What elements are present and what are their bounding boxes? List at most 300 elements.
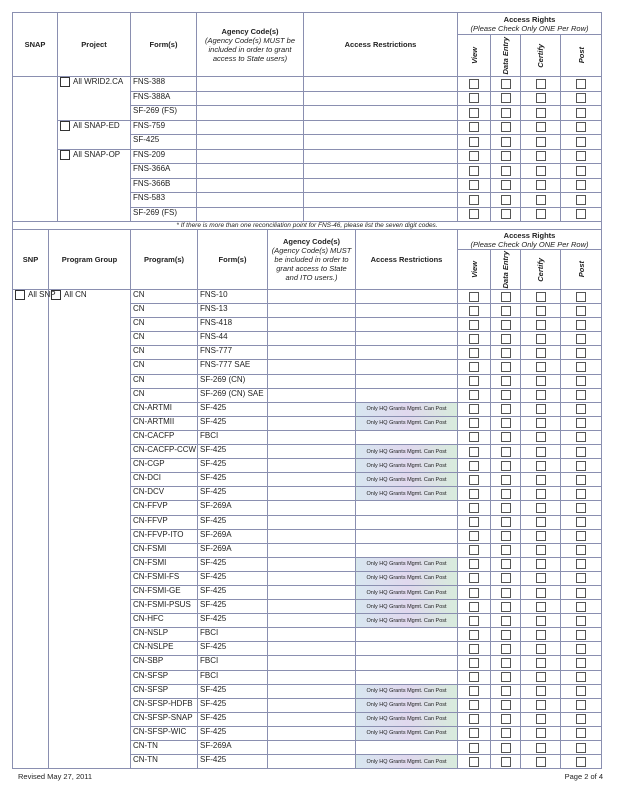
certify-checkbox[interactable] — [536, 151, 546, 161]
certify-checkbox[interactable] — [536, 531, 546, 541]
cell-post — [561, 614, 602, 628]
agency-code-input[interactable] — [268, 741, 356, 755]
certify-checkbox[interactable] — [536, 418, 546, 428]
agency-code-input[interactable] — [268, 600, 356, 614]
view-checkbox[interactable] — [469, 195, 479, 205]
program-cell: CN-SFSP-HDFB — [131, 698, 198, 712]
post-checkbox[interactable] — [576, 306, 586, 316]
view-checkbox[interactable] — [469, 334, 479, 344]
view-checkbox[interactable] — [469, 404, 479, 414]
project-label: All SNAP-OP — [73, 149, 121, 159]
certify-checkbox[interactable] — [536, 559, 546, 569]
restriction-cell — [304, 149, 458, 164]
certify-checkbox[interactable] — [536, 404, 546, 414]
agency-code-input[interactable] — [268, 304, 356, 318]
data-entry-checkbox[interactable] — [501, 616, 511, 626]
data-entry-checkbox[interactable] — [501, 588, 511, 598]
agency-code-input[interactable] — [268, 346, 356, 360]
post-checkbox[interactable] — [576, 475, 586, 485]
certify-checkbox[interactable] — [536, 320, 546, 330]
view-checkbox[interactable] — [469, 573, 479, 583]
view-checkbox[interactable] — [469, 79, 479, 89]
post-checkbox[interactable] — [576, 559, 586, 569]
cell-view — [458, 430, 491, 444]
view-checkbox[interactable] — [469, 166, 479, 176]
post-checkbox[interactable] — [576, 447, 586, 457]
certify-checkbox[interactable] — [536, 728, 546, 738]
certify-checkbox[interactable] — [536, 757, 546, 767]
program-cell: CN — [131, 332, 198, 346]
data-entry-checkbox[interactable] — [501, 348, 511, 358]
restriction-cell — [356, 374, 458, 388]
view-checkbox[interactable] — [469, 545, 479, 555]
cell-certify — [521, 501, 561, 515]
post-checkbox[interactable] — [576, 292, 586, 302]
restriction-cell — [356, 628, 458, 642]
restriction-cell — [304, 164, 458, 179]
cell-post — [561, 698, 602, 712]
view-checkbox[interactable] — [469, 728, 479, 738]
cell-view — [458, 557, 491, 571]
cell-view — [458, 402, 491, 416]
certify-checkbox[interactable] — [536, 390, 546, 400]
data-entry-checkbox[interactable] — [501, 108, 511, 118]
certify-checkbox[interactable] — [536, 672, 546, 682]
view-checkbox[interactable] — [469, 93, 479, 103]
cell-data-entry — [491, 164, 521, 179]
agency-code-input[interactable] — [268, 459, 356, 473]
agency-code-input[interactable] — [268, 402, 356, 416]
cell-view — [458, 77, 491, 92]
post-checkbox[interactable] — [576, 588, 586, 598]
header-post: Post — [561, 250, 602, 290]
view-checkbox[interactable] — [469, 390, 479, 400]
cell-view — [458, 515, 491, 529]
program-cell: CN-FSMI-PSUS — [131, 600, 198, 614]
post-checkbox[interactable] — [576, 209, 586, 219]
cell-view — [458, 698, 491, 712]
view-checkbox[interactable] — [469, 531, 479, 541]
data-entry-checkbox[interactable] — [501, 376, 511, 386]
cell-post — [561, 346, 602, 360]
restriction-cell: Only HQ Grants Mgmt. Can Post — [356, 402, 458, 416]
agency-code-input[interactable] — [268, 290, 356, 304]
view-checkbox[interactable] — [469, 348, 479, 358]
post-checkbox[interactable] — [576, 700, 586, 710]
agency-code-input[interactable] — [197, 91, 304, 106]
cell-view — [458, 459, 491, 473]
agency-code-input[interactable] — [197, 120, 304, 135]
header-program-group: Program Group — [49, 230, 131, 290]
header-certify: Certify — [521, 35, 561, 77]
agency-code-input[interactable] — [268, 698, 356, 712]
view-checkbox[interactable] — [469, 517, 479, 527]
post-checkbox[interactable] — [576, 714, 586, 724]
data-entry-checkbox[interactable] — [501, 362, 511, 372]
cell-post — [561, 207, 602, 222]
program-cell: CN-NSLP — [131, 628, 198, 642]
view-checkbox[interactable] — [469, 743, 479, 753]
cell-post — [561, 290, 602, 304]
post-checkbox[interactable] — [576, 334, 586, 344]
view-checkbox[interactable] — [469, 630, 479, 640]
agency-code-input[interactable] — [268, 515, 356, 529]
view-checkbox[interactable] — [469, 432, 479, 442]
data-entry-checkbox[interactable] — [501, 573, 511, 583]
agency-code-input[interactable] — [268, 416, 356, 430]
agency-code-input[interactable] — [268, 712, 356, 726]
header-certify: Certify — [521, 250, 561, 290]
post-checkbox[interactable] — [576, 122, 586, 132]
certify-checkbox[interactable] — [536, 489, 546, 499]
agency-code-input[interactable] — [197, 178, 304, 193]
certify-checkbox[interactable] — [536, 432, 546, 442]
program-cell: CN — [131, 346, 198, 360]
post-checkbox[interactable] — [576, 180, 586, 190]
post-checkbox[interactable] — [576, 644, 586, 654]
post-checkbox[interactable] — [576, 573, 586, 583]
certify-checkbox[interactable] — [536, 743, 546, 753]
view-checkbox[interactable] — [469, 489, 479, 499]
form-cell: FNS-583 — [131, 193, 197, 208]
post-checkbox[interactable] — [576, 672, 586, 682]
post-checkbox[interactable] — [576, 503, 586, 513]
data-entry-checkbox[interactable] — [501, 630, 511, 640]
post-checkbox[interactable] — [576, 137, 586, 147]
certify-checkbox[interactable] — [536, 195, 546, 205]
post-checkbox[interactable] — [576, 362, 586, 372]
cell-data-entry — [491, 388, 521, 402]
certify-checkbox[interactable] — [536, 362, 546, 372]
select-all-project-checkbox[interactable] — [60, 77, 70, 87]
certify-checkbox[interactable] — [536, 630, 546, 640]
cell-data-entry — [491, 346, 521, 360]
post-checkbox[interactable] — [576, 151, 586, 161]
agency-code-input[interactable] — [268, 628, 356, 642]
certify-checkbox[interactable] — [536, 616, 546, 626]
program-cell: CN-DCI — [131, 473, 198, 487]
restriction-cell — [304, 77, 458, 92]
agency-code-input[interactable] — [268, 642, 356, 656]
data-entry-checkbox[interactable] — [501, 644, 511, 654]
data-entry-checkbox[interactable] — [501, 686, 511, 696]
data-entry-checkbox[interactable] — [501, 475, 511, 485]
post-checkbox[interactable] — [576, 728, 586, 738]
agency-code-input[interactable] — [268, 360, 356, 374]
certify-checkbox[interactable] — [536, 573, 546, 583]
cell-post — [561, 473, 602, 487]
post-checkbox[interactable] — [576, 432, 586, 442]
cell-data-entry — [491, 614, 521, 628]
data-entry-checkbox[interactable] — [501, 404, 511, 414]
cell-view — [458, 106, 491, 121]
certify-checkbox[interactable] — [536, 209, 546, 219]
agency-code-input[interactable] — [197, 207, 304, 222]
program-cell: CN-FFVP — [131, 501, 198, 515]
post-checkbox[interactable] — [576, 602, 586, 612]
post-checkbox[interactable] — [576, 616, 586, 626]
certify-checkbox[interactable] — [536, 602, 546, 612]
agency-code-input[interactable] — [268, 487, 356, 501]
data-entry-checkbox[interactable] — [501, 151, 511, 161]
cell-post — [561, 726, 602, 740]
select-all-project-checkbox[interactable] — [60, 121, 70, 131]
view-checkbox[interactable] — [469, 320, 479, 330]
view-checkbox[interactable] — [469, 757, 479, 767]
certify-checkbox[interactable] — [536, 334, 546, 344]
agency-code-input[interactable] — [268, 726, 356, 740]
data-entry-checkbox[interactable] — [501, 743, 511, 753]
certify-checkbox[interactable] — [536, 108, 546, 118]
post-checkbox[interactable] — [576, 390, 586, 400]
view-checkbox[interactable] — [469, 644, 479, 654]
agency-code-input[interactable] — [268, 557, 356, 571]
view-checkbox[interactable] — [469, 616, 479, 626]
certify-checkbox[interactable] — [536, 122, 546, 132]
post-checkbox[interactable] — [576, 743, 586, 753]
view-checkbox[interactable] — [469, 108, 479, 118]
post-checkbox[interactable] — [576, 461, 586, 471]
view-checkbox[interactable] — [469, 672, 479, 682]
select-all-project-checkbox[interactable] — [60, 150, 70, 160]
certify-checkbox[interactable] — [536, 306, 546, 316]
view-checkbox[interactable] — [469, 151, 479, 161]
data-entry-checkbox[interactable] — [501, 517, 511, 527]
data-entry-checkbox[interactable] — [501, 531, 511, 541]
agency-code-input[interactable] — [268, 473, 356, 487]
certify-checkbox[interactable] — [536, 475, 546, 485]
agency-code-input[interactable] — [268, 430, 356, 444]
data-entry-checkbox[interactable] — [501, 137, 511, 147]
data-entry-checkbox[interactable] — [501, 714, 511, 724]
post-checkbox[interactable] — [576, 166, 586, 176]
form-cell: FNS-366B — [131, 178, 197, 193]
post-checkbox[interactable] — [576, 418, 586, 428]
data-entry-checkbox[interactable] — [501, 559, 511, 569]
data-entry-checkbox[interactable] — [501, 334, 511, 344]
certify-checkbox[interactable] — [536, 180, 546, 190]
data-entry-checkbox[interactable] — [501, 489, 511, 499]
cell-view — [458, 755, 491, 769]
certify-checkbox[interactable] — [536, 517, 546, 527]
restriction-cell — [356, 318, 458, 332]
certify-checkbox[interactable] — [536, 292, 546, 302]
certify-checkbox[interactable] — [536, 348, 546, 358]
cell-certify — [521, 515, 561, 529]
data-entry-checkbox[interactable] — [501, 602, 511, 612]
post-checkbox[interactable] — [576, 545, 586, 555]
post-checkbox[interactable] — [576, 531, 586, 541]
certify-checkbox[interactable] — [536, 686, 546, 696]
agency-code-input[interactable] — [268, 670, 356, 684]
post-checkbox[interactable] — [576, 376, 586, 386]
certify-checkbox[interactable] — [536, 137, 546, 147]
view-checkbox[interactable] — [469, 461, 479, 471]
agency-code-input[interactable] — [197, 106, 304, 121]
program-cell: CN-TN — [131, 755, 198, 769]
certify-checkbox[interactable] — [536, 447, 546, 457]
agency-code-input[interactable] — [268, 318, 356, 332]
view-checkbox[interactable] — [469, 714, 479, 724]
agency-code-input[interactable] — [197, 77, 304, 92]
certify-checkbox[interactable] — [536, 376, 546, 386]
post-checkbox[interactable] — [576, 108, 586, 118]
agency-code-input[interactable] — [197, 135, 304, 150]
view-checkbox[interactable] — [469, 180, 479, 190]
cell-post — [561, 149, 602, 164]
certify-checkbox[interactable] — [536, 714, 546, 724]
data-entry-checkbox[interactable] — [501, 658, 511, 668]
data-entry-checkbox[interactable] — [501, 93, 511, 103]
view-checkbox[interactable] — [469, 475, 479, 485]
view-checkbox[interactable] — [469, 306, 479, 316]
view-checkbox[interactable] — [469, 588, 479, 598]
cell-certify — [521, 684, 561, 698]
cell-data-entry — [491, 193, 521, 208]
certify-checkbox[interactable] — [536, 79, 546, 89]
data-entry-checkbox[interactable] — [501, 418, 511, 428]
agency-code-input[interactable] — [268, 571, 356, 585]
view-checkbox[interactable] — [469, 137, 479, 147]
view-checkbox[interactable] — [469, 362, 479, 372]
cell-post — [561, 193, 602, 208]
certify-checkbox[interactable] — [536, 93, 546, 103]
data-entry-checkbox[interactable] — [501, 447, 511, 457]
agency-code-input[interactable] — [197, 164, 304, 179]
agency-code-input[interactable] — [268, 585, 356, 599]
view-checkbox[interactable] — [469, 602, 479, 612]
data-entry-checkbox[interactable] — [501, 122, 511, 132]
data-entry-checkbox[interactable] — [501, 757, 511, 767]
post-checkbox[interactable] — [576, 489, 586, 499]
post-checkbox[interactable] — [576, 348, 586, 358]
agency-code-input[interactable] — [268, 656, 356, 670]
project-cell — [58, 149, 131, 222]
data-entry-checkbox[interactable] — [501, 195, 511, 205]
post-checkbox[interactable] — [576, 79, 586, 89]
cell-certify — [521, 77, 561, 92]
agency-code-input[interactable] — [268, 755, 356, 769]
cell-post — [561, 178, 602, 193]
header-snp: SNP — [13, 230, 49, 290]
restriction-cell: Only HQ Grants Mgmt. Can Post — [356, 557, 458, 571]
page-number: Page 2 of 4 — [564, 772, 603, 781]
cell-data-entry — [491, 402, 521, 416]
agency-code-input[interactable] — [268, 684, 356, 698]
cell-post — [561, 318, 602, 332]
view-checkbox[interactable] — [469, 209, 479, 219]
data-entry-checkbox[interactable] — [501, 390, 511, 400]
data-entry-checkbox[interactable] — [501, 209, 511, 219]
agency-code-input[interactable] — [268, 614, 356, 628]
data-entry-checkbox[interactable] — [501, 292, 511, 302]
agency-code-input[interactable] — [268, 374, 356, 388]
agency-code-input[interactable] — [197, 149, 304, 164]
view-checkbox[interactable] — [469, 418, 479, 428]
certify-checkbox[interactable] — [536, 644, 546, 654]
view-checkbox[interactable] — [469, 447, 479, 457]
view-checkbox[interactable] — [469, 122, 479, 132]
certify-checkbox[interactable] — [536, 166, 546, 176]
restriction-cell — [356, 290, 458, 304]
post-checkbox[interactable] — [576, 658, 586, 668]
view-checkbox[interactable] — [469, 376, 479, 386]
certify-checkbox[interactable] — [536, 700, 546, 710]
agency-code-input[interactable] — [268, 445, 356, 459]
data-entry-checkbox[interactable] — [501, 320, 511, 330]
agency-code-input[interactable] — [268, 543, 356, 557]
data-entry-checkbox[interactable] — [501, 79, 511, 89]
select-all-cn-checkbox[interactable] — [51, 290, 61, 300]
header-forms: Form(s) — [131, 13, 197, 77]
restriction-cell — [356, 529, 458, 543]
program-cell: CN — [131, 290, 198, 304]
post-checkbox[interactable] — [576, 686, 586, 696]
certify-checkbox[interactable] — [536, 658, 546, 668]
form-cell: SF-269 (CN) — [198, 374, 268, 388]
agency-code-input[interactable] — [268, 332, 356, 346]
data-entry-checkbox[interactable] — [501, 545, 511, 555]
data-entry-checkbox[interactable] — [501, 728, 511, 738]
project-cell — [58, 120, 131, 149]
view-checkbox[interactable] — [469, 292, 479, 302]
certify-checkbox[interactable] — [536, 461, 546, 471]
data-entry-checkbox[interactable] — [501, 672, 511, 682]
view-checkbox[interactable] — [469, 658, 479, 668]
certify-checkbox[interactable] — [536, 503, 546, 513]
data-entry-checkbox[interactable] — [501, 461, 511, 471]
data-entry-checkbox[interactable] — [501, 166, 511, 176]
data-entry-checkbox[interactable] — [501, 306, 511, 316]
view-checkbox[interactable] — [469, 700, 479, 710]
program-cell: CN-NSLPE — [131, 642, 198, 656]
view-checkbox[interactable] — [469, 559, 479, 569]
certify-checkbox[interactable] — [536, 588, 546, 598]
view-checkbox[interactable] — [469, 686, 479, 696]
restriction-cell: Only HQ Grants Mgmt. Can Post — [356, 755, 458, 769]
cell-view — [458, 120, 491, 135]
post-checkbox[interactable] — [576, 517, 586, 527]
cell-certify — [521, 193, 561, 208]
cell-data-entry — [491, 318, 521, 332]
post-checkbox[interactable] — [576, 757, 586, 767]
cell-data-entry — [491, 712, 521, 726]
data-entry-checkbox[interactable] — [501, 432, 511, 442]
restriction-cell: Only HQ Grants Mgmt. Can Post — [356, 614, 458, 628]
certify-checkbox[interactable] — [536, 545, 546, 555]
data-entry-checkbox[interactable] — [501, 700, 511, 710]
program-cell: CN-HFC — [131, 614, 198, 628]
view-checkbox[interactable] — [469, 503, 479, 513]
select-all-snp-checkbox[interactable] — [15, 290, 25, 300]
agency-title: Agency Code(s) — [282, 237, 341, 246]
post-checkbox[interactable] — [576, 93, 586, 103]
agency-code-input[interactable] — [197, 193, 304, 208]
cell-certify — [521, 670, 561, 684]
post-checkbox[interactable] — [576, 404, 586, 414]
agency-code-input[interactable] — [268, 501, 356, 515]
form-cell: FNS-388A — [131, 91, 197, 106]
form-cell: FBCI — [198, 430, 268, 444]
post-checkbox[interactable] — [576, 195, 586, 205]
post-checkbox[interactable] — [576, 320, 586, 330]
data-entry-checkbox[interactable] — [501, 503, 511, 513]
agency-code-input[interactable] — [268, 388, 356, 402]
agency-code-input[interactable] — [268, 529, 356, 543]
post-checkbox[interactable] — [576, 630, 586, 640]
cell-certify — [521, 459, 561, 473]
data-entry-checkbox[interactable] — [501, 180, 511, 190]
